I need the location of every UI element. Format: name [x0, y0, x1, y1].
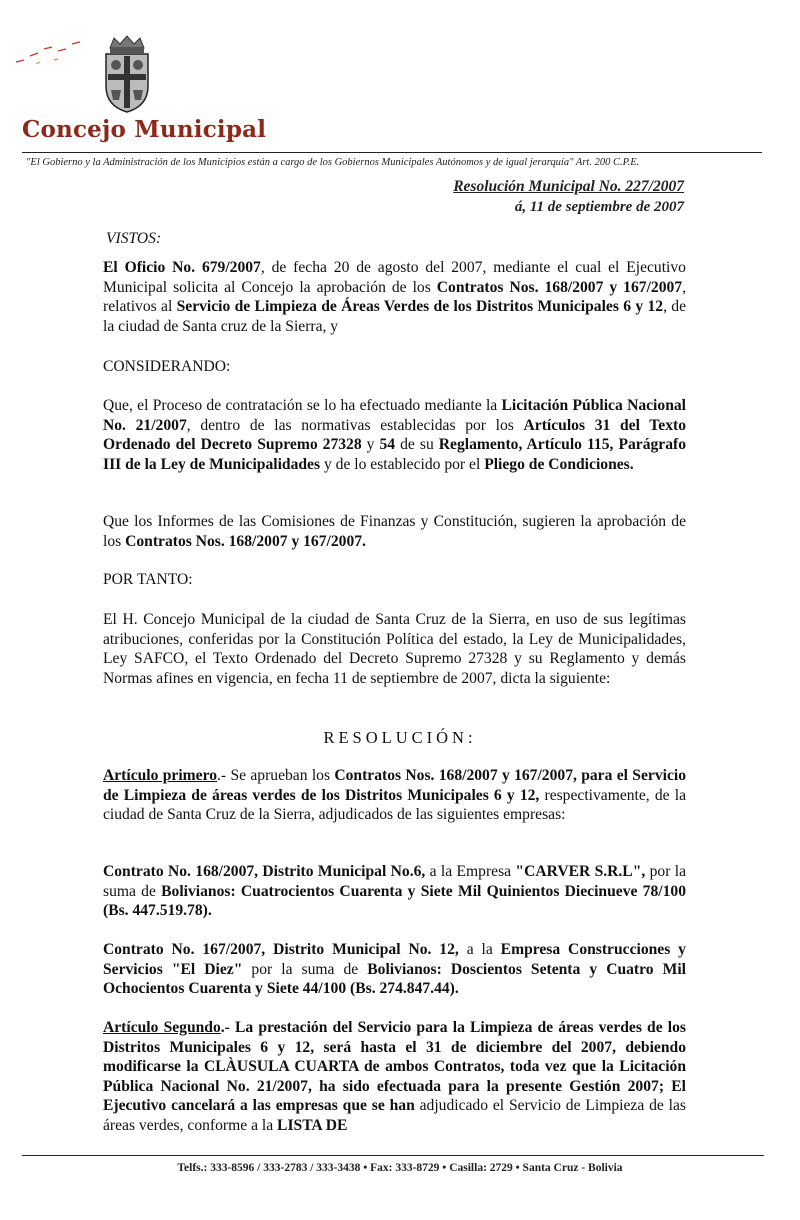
header-motto: "El Gobierno y la Administración de los Municipios están a cargo de los Gobiernos Municipales Autónomos y de igual jerarquía" Art. 200 C.P.E. — [26, 157, 640, 168]
contrato-168-paragraph: Contrato No. 168/2007, Distrito Municipal No.6, a la Empresa "CARVER S.R.L", por la suma de Bolivianos: Cuatrocientos Cuarenta y Siete Mil Quinientos Diecinueve 78/100 (Bs. 447.519.78). — [103, 863, 687, 919]
contrato-167-paragraph: Contrato No. 167/2007, Distrito Municipal No. 12, a la Empresa Construcciones y Servicios "El Diez" por la suma de Bolivianos: Doscientos Setenta y Cuatro Mil Ochocientos Cuarenta y Siete 44/100 (Bs. 274.847.44). — [103, 941, 686, 997]
resolucion-heading: RESOLUCIÓN: — [323, 728, 477, 747]
considerando-paragraph-2: Que los Informes de las Comisiones de Finanzas y Constitución, sugieren la aprobación de los Contratos Nos. 168/2007 y 167/2007. — [103, 513, 686, 550]
articulo-primero-paragraph: Artículo primero.- Se aprueban los Contratos Nos. 168/2007 y 167/2007, para el Servicio de Limpieza de áreas verdes de los Distritos Municipales 6 y 12, respectivamente, de la ciudad de Santa Cruz de la Sierra, adjudicados de las siguientes empresas: — [103, 767, 687, 823]
por-tanto-label: POR TANTO: — [103, 571, 193, 588]
articulo-segundo-paragraph: Artículo Segundo.- La prestación del Servicio para la Limpieza de áreas verdes de los Distritos Municipales 6 y 12, será hasta el 31 de diciembre del 2007, debiendo modificarse la CLÀUSULA CUARTA de ambos Contratos, toda vez que la Licitación Pública Nacional No. 21/2007, ha sido efectuada para la presente Gestión 2007; El Ejecutivo cancelará a las empresas que se han adjudicado el Servicio de Limpieza de las áreas verdes, conforme a la LISTA DE — [103, 1019, 686, 1134]
coat-of-arms-logo — [98, 34, 156, 114]
vistos-label: VISTOS: — [106, 230, 162, 247]
handwritten-mark — [14, 40, 84, 68]
footer-divider — [22, 1155, 764, 1156]
footer-contact: Telfs.: 333-8596 / 333-2783 / 333-3438 • Fax: 333-8729 • Casilla: 2729 • Santa Cruz - Bolivia — [177, 1162, 623, 1174]
resolution-date: á, 11 de septiembre de 2007 — [514, 199, 684, 215]
organization-name: Concejo Municipal — [22, 116, 267, 143]
vistos-paragraph: El Oficio No. 679/2007, de fecha 20 de agosto del 2007, mediante el cual el Ejecutivo Municipal solicita al Concejo la aprobación de los Contratos Nos. 168/2007 y 167/2007, relativos al Servicio de Limpieza de Áreas Verdes de los Distritos Municipales 6 y 12, de la ciudad de Santa cruz de la Sierra, y — [103, 259, 687, 335]
considerando-label: CONSIDERANDO: — [103, 358, 231, 375]
considerando-paragraph-1: Que, el Proceso de contratación se lo ha efectuado mediante la Licitación Pública Nacional No. 21/2007, dentro de las normativas establecidas por los Artículos 31 del Texto Ordenado del Decreto Supremo 27328 y 54 de su Reglamento, Artículo 115, Parágrafo III de la Ley de Municipalidades y de lo establecido por el Pliego de Condiciones. — [103, 397, 686, 473]
oficio-ref: El Oficio No. 679/2007 — [103, 259, 261, 276]
header-divider — [22, 152, 762, 153]
por-tanto-paragraph: El H. Concejo Municipal de la ciudad de Santa Cruz de la Sierra, en uso de sus legítimas atribuciones, conferidas por la Constitución Política del estado, la Ley de Municipalidades, Ley SAFCO, el Texto Ordenado del Decreto Supremo 27328 y su Reglamento y demás Normas afines en vigencia, en fecha 11 de septiembre de 2007, dicta la siguiente: — [103, 611, 686, 687]
resolution-number: Resolución Municipal No. 227/2007 — [453, 178, 684, 195]
